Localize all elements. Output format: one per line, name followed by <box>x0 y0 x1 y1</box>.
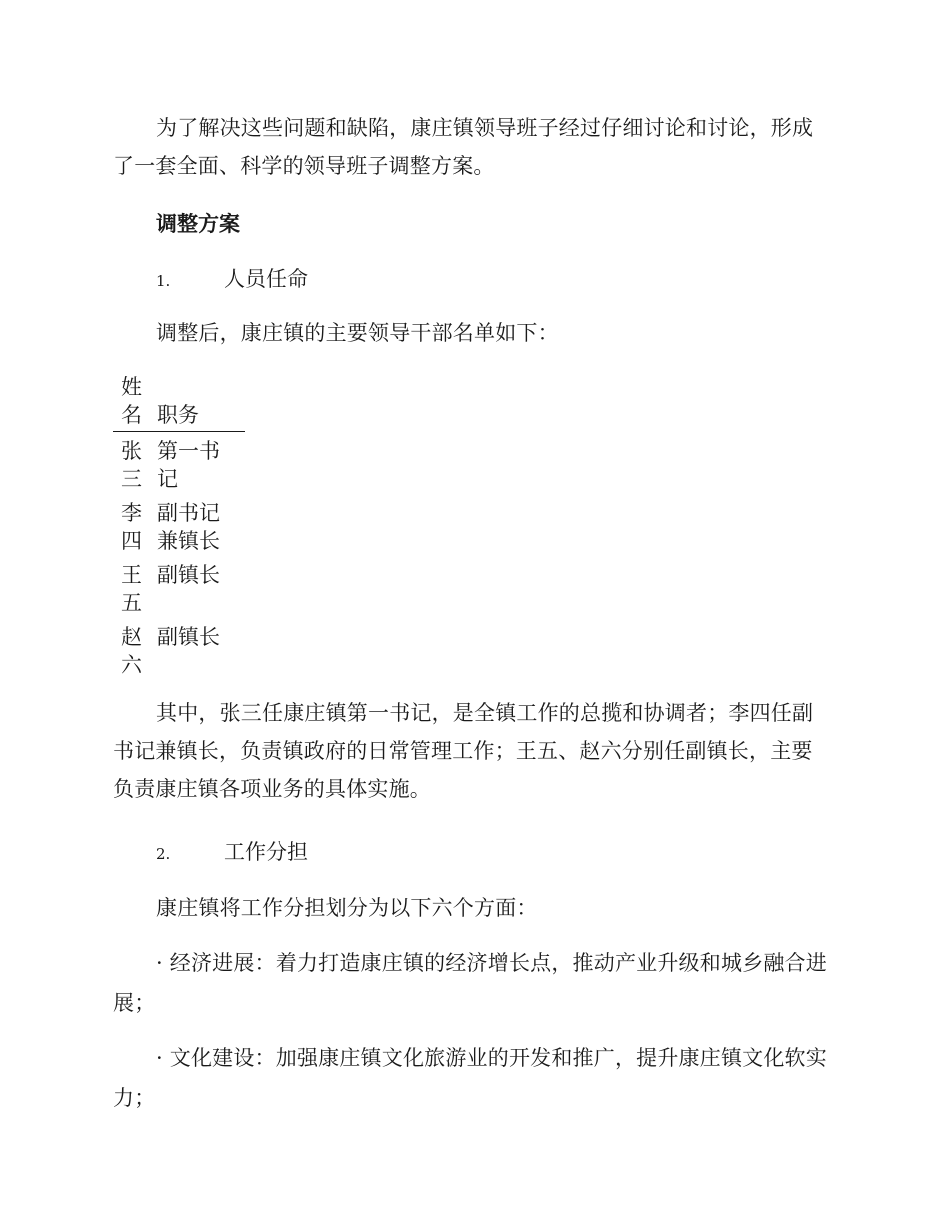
table-cell-name: 王五 <box>121 563 142 615</box>
table-cell-position: 第一书记 <box>157 439 220 491</box>
work-intro-paragraph: 康庄镇将工作分担划分为以下六个方面： <box>156 896 538 920</box>
numbered-item-2 <box>156 837 308 869</box>
table-row <box>113 432 245 494</box>
item-title: 人员任命 <box>224 267 308 291</box>
item-number: 1. <box>156 272 171 290</box>
bullet-item-culture: · 文化建设：加强康庄镇文化旅游业的开发和推广，提升康庄镇文化软实力； <box>113 1046 827 1110</box>
numbered-item-1 <box>156 264 308 296</box>
table-row <box>113 493 245 555</box>
table-header-cell: 姓名 <box>113 373 157 432</box>
table-cell-name: 张三 <box>121 439 142 491</box>
table-cell-position: 副书记兼镇长 <box>157 501 220 553</box>
table-cell-position: 副镇长 <box>157 625 220 649</box>
section-heading: 调整方案 <box>156 212 240 236</box>
intro-paragraph: 为了解决这些问题和缺陷，康庄镇领导班子经过仔细讨论和讨论，形成了一套全面、科学的领导班子调整方案。 <box>113 116 814 178</box>
table-cell-name: 李四 <box>121 501 142 553</box>
list-intro-paragraph: 调整后，康庄镇的主要领导干部名单如下： <box>156 321 559 345</box>
leaders-table <box>113 373 245 679</box>
item-title: 工作分担 <box>224 840 308 864</box>
table-cell-name: 赵六 <box>121 625 142 677</box>
table-row <box>113 555 245 617</box>
table-cell-position: 副镇长 <box>157 563 220 587</box>
item-number: 2. <box>156 845 171 863</box>
table-row <box>113 617 245 679</box>
table-header-row <box>113 373 245 432</box>
bullet-item-economy: · 经济进展：着力打造康庄镇的经济增长点，推动产业升级和城乡融合进展； <box>113 951 827 1015</box>
table-header-cell: 职务 <box>157 373 245 432</box>
roles-paragraph: 其中，张三任康庄镇第一书记，是全镇工作的总揽和协调者；李四任副书记兼镇长，负责镇政府的日常管理工作；王五、赵六分别任副镇长，主要负责康庄镇各项业务的具体实施。 <box>113 701 814 801</box>
